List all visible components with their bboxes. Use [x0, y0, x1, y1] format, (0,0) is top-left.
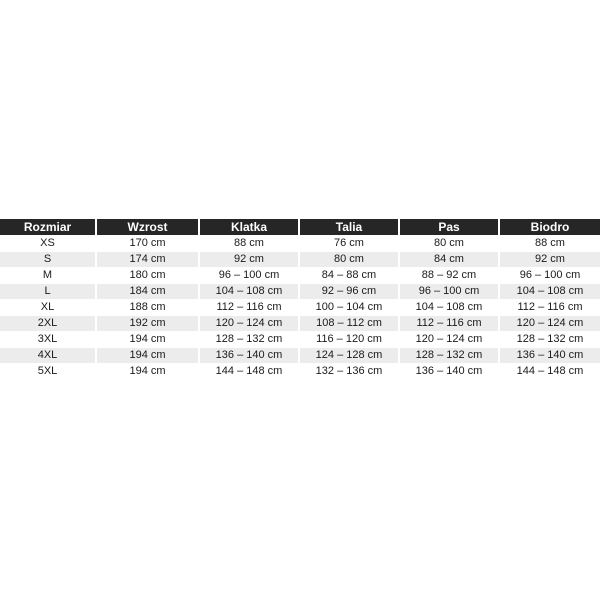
table-cell: 128 – 132 cm: [400, 348, 500, 364]
table-cell: 112 – 116 cm: [500, 300, 600, 316]
table-cell: 84 cm: [400, 252, 500, 268]
table-cell: XL: [0, 300, 97, 316]
table-cell: M: [0, 268, 97, 284]
table-cell: 170 cm: [97, 236, 200, 252]
table-cell: 76 cm: [300, 236, 400, 252]
table-cell: 96 – 100 cm: [400, 284, 500, 300]
table-row: [0, 300, 600, 316]
table-cell: 192 cm: [97, 316, 200, 332]
table-cell: XS: [0, 236, 97, 252]
table-cell: 188 cm: [97, 300, 200, 316]
table-cell: 96 – 100 cm: [200, 268, 300, 284]
table-cell: 128 – 132 cm: [500, 332, 600, 348]
table-cell: 174 cm: [97, 252, 200, 268]
header-talia: Talia: [300, 219, 400, 236]
table-cell: 104 – 108 cm: [400, 300, 500, 316]
table-cell: 128 – 132 cm: [200, 332, 300, 348]
table-cell: 84 – 88 cm: [300, 268, 400, 284]
table-cell: 116 – 120 cm: [300, 332, 400, 348]
table-cell: 112 – 116 cm: [400, 316, 500, 332]
header-wzrost: Wzrost: [97, 219, 200, 236]
table-cell: 92 cm: [500, 252, 600, 268]
table-cell: 4XL: [0, 348, 97, 364]
table-cell: 96 – 100 cm: [500, 268, 600, 284]
table-cell: 92 – 96 cm: [300, 284, 400, 300]
header-biodro: Biodro: [500, 219, 600, 236]
table-row: [0, 364, 600, 380]
table-cell: 88 cm: [200, 236, 300, 252]
table-cell: 194 cm: [97, 332, 200, 348]
table-cell: 2XL: [0, 316, 97, 332]
table-cell: 88 cm: [500, 236, 600, 252]
table-header-row: [0, 219, 600, 236]
table-cell: 5XL: [0, 364, 97, 380]
table-cell: 136 – 140 cm: [500, 348, 600, 364]
table-cell: 88 – 92 cm: [400, 268, 500, 284]
table-cell: 80 cm: [400, 236, 500, 252]
table-cell: 144 – 148 cm: [200, 364, 300, 380]
table-row: [0, 236, 600, 252]
table-cell: 136 – 140 cm: [400, 364, 500, 380]
size-chart-table: [0, 219, 600, 380]
table-row: [0, 332, 600, 348]
table-cell: S: [0, 252, 97, 268]
table-body: [0, 236, 600, 380]
table-cell: 184 cm: [97, 284, 200, 300]
table-row: [0, 252, 600, 268]
header-pas: Pas: [400, 219, 500, 236]
table-cell: 144 – 148 cm: [500, 364, 600, 380]
table-cell: 92 cm: [200, 252, 300, 268]
table-row: [0, 268, 600, 284]
table-row: [0, 316, 600, 332]
table-cell: 120 – 124 cm: [400, 332, 500, 348]
table-cell: 108 – 112 cm: [300, 316, 400, 332]
table-cell: 120 – 124 cm: [200, 316, 300, 332]
table-cell: 80 cm: [300, 252, 400, 268]
header-rozmiar: Rozmiar: [0, 219, 97, 236]
header-klatka: Klatka: [200, 219, 300, 236]
table-cell: 100 – 104 cm: [300, 300, 400, 316]
table-row: [0, 284, 600, 300]
table-cell: 180 cm: [97, 268, 200, 284]
table-cell: 194 cm: [97, 348, 200, 364]
table-cell: 124 – 128 cm: [300, 348, 400, 364]
table-cell: 104 – 108 cm: [500, 284, 600, 300]
table-cell: 194 cm: [97, 364, 200, 380]
table-cell: 112 – 116 cm: [200, 300, 300, 316]
table-cell: 3XL: [0, 332, 97, 348]
table-cell: 104 – 108 cm: [200, 284, 300, 300]
table-cell: 136 – 140 cm: [200, 348, 300, 364]
table-row: [0, 348, 600, 364]
table-cell: 132 – 136 cm: [300, 364, 400, 380]
table-cell: L: [0, 284, 97, 300]
table-cell: 120 – 124 cm: [500, 316, 600, 332]
